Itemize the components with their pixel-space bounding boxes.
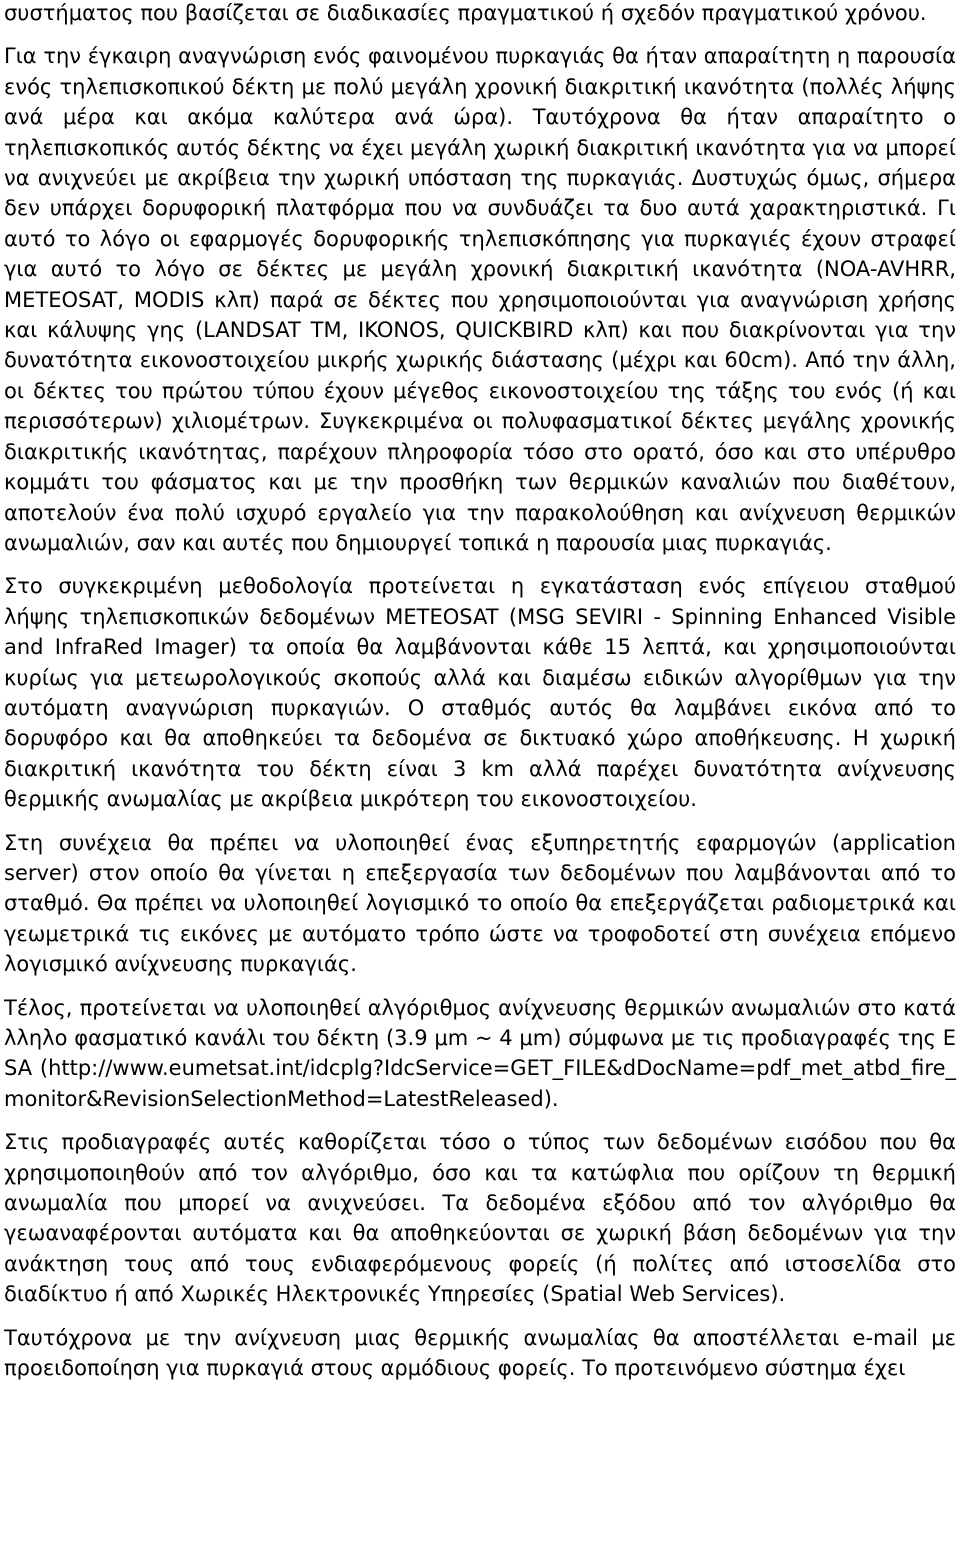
paragraph-email-alert: Ταυτόχρονα με την ανίχνευση μιας θερμικής ανωμαλίας θα αποστέλλεται e-mail με προειδοποίηση για πυρκαγιά στους αρμόδιους φορείς. Το προτεινόμενο σύστημα έχει: [4, 1325, 956, 1381]
paragraph-intro-continuation: συστήματος που βασίζεται σε διαδικασίες πραγματικού ή σχεδόν πραγματικού χρόνου.: [4, 1, 927, 25]
paragraph-application-server: Στη συνέχεια θα πρέπει να υλοποιηθεί ένας εξυπηρετητής εφαρμογών (application server) στον οποίο θα γίνεται η επεξεργασία των δεδομένων που λαμβάνονται από το σταθμό. Θα πρέπει να υλοποιηθεί λογισμικό το οποίο θα επεξεργάζεται ραδιομετρικά και γεωμετρικά τις εικόνες με αυτόματο τρόπο ώστε να τροφοδοτεί στη συνέχεια επόμενο λογισμικό ανίχνευσης πυρκαγιάς.: [4, 830, 956, 977]
paragraph-detection-algorithm: Τέλος, προτείνεται να υλοποιηθεί αλγόριθμος ανίχνευσης θερμικών ανωμαλιών στο κατάλληλο φασματικό κανάλι του δέκτη (3.9 μm ~ 4 μm) σύμφωνα με τις προδιαγραφές της ESA (http://www.eumetsat.int/idcplg?IdcService=GET_FILE&dDocName=pdf_met_atbd_fire_monitor&RevisionSelectionMethod=LatestReleased).: [4, 995, 956, 1111]
document-page: [4, 0, 956, 1383]
paragraph-specifications: Στις προδιαγραφές αυτές καθορίζεται τόσο ο τύπος των δεδομένων εισόδου που θα χρησιμοποιηθούν από τον αλγόριθμο, όσο και τα κατώφλια που ορίζουν τη θερμική ανωμαλία που μπορεί να ανιχνεύσει. Τα δεδομένα εξόδου από τον αλγόριθμο θα γεωαναφέρονται αυτόματα και θα αποθηκεύονται σε χωρική βάση δεδομένων για την ανάκτηση τους από τους ενδιαφερόμενους φορείς (ή πολίτες από ιστοσελίδα στο διαδίκτυο ή από Χωρικές Ηλεκτρονικές Υπηρεσίες (Spatial Web Services).: [4, 1130, 956, 1307]
paragraph-satellite-resolution: Για την έγκαιρη αναγνώριση ενός φαινομένου πυρκαγιάς θα ήταν απαραίτητη η παρουσία ενός τηλεπισκοπικού δέκτη με πολύ μεγάλη χρονική διακριτική ικανότητα (πολλές λήψης ανά μέρα και ακόμα καλύτερα ανά ώρα). Ταυτόχρονα θα ήταν απαραίτητο ο τηλεπισκοπικός αυτός δέκτης να έχει μεγάλη χωρική διακριτική ικανότητα για να μπορεί να ανιχνεύει με ακρίβεια την χωρική υπόσταση της πυρκαγιάς. Δυστυχώς όμως, σήμερα δεν υπάρχει δορυφορική πλατφόρμα που να συνδυάζει τα δυο αυτά χαρακτηριστικά. Γι αυτό το λόγο οι εφαρμογές δορυφορικής τηλεπισκόπησης για πυρκαγιές έχουν στραφεί για αυτό το λόγο σε δέκτες με μεγάλη χρονική διακριτική ικανότητα (NOA-AVHRR, METEOSAT, MODIS κλπ) παρά σε δέκτες που χρησιμοποιούνται για αναγνώριση χρήσης και κάλυψης γης (LANDSAT TM, IKONOS, QUICKBIRD κλπ) και που διακρίνονται για την δυνατότητα εικονοστοιχείου μικρής χωρικής διάστασης (μέχρι και 60cm). Από την άλλη, οι δέκτες του πρώτου τύπου έχουν μέγεθος εικονοστοιχείου της τάξης του ενός (ή και περισσότερων) χιλιομέτρων. Συγκεκριμένα οι πολυφασματικοί δέκτες μεγάλης χρονικής διακριτικής ικανότητας, παρέχουν πληροφορία τόσο στο ορατό, όσο και στο υπέρυθρο κομμάτι του φάσματος και με την προσθήκη των θερμικών καναλιών που διαθέτουν, αποτελούν ένα πολύ ισχυρό εργαλείο για την παρακολούθηση και ανίχνευση θερμικών ανωμαλιών, σαν και αυτές που δημιουργεί τοπικά η παρουσία μιας πυρκαγιάς.: [4, 44, 956, 555]
paragraph-meteosat-station: Στο συγκεκριμένη μεθοδολογία προτείνεται η εγκατάσταση ενός επίγειου σταθμού λήψης τηλεπισκοπικών δεδομένων METEOSAT (MSG SEVIRI - Spinning Enhanced Visible and InfraRed Imager) τα οποία θα λαμβάνονται κάθε 15 λεπτά, και χρησιμοποιούνται κυρίως για μετεωρολογικούς σκοπούς αλλά και διαμέσω ειδικών αλγορίθμων για την αυτόματη αναγνώριση πυρκαγιών. Ο σταθμός αυτός θα λαμβάνει εικόνα από το δορυφόρο και θα αποθηκεύει τα δεδομένα σε δικτυακό χώρο αποθήκευσης. Η χωρική διακριτική ικανότητα του δέκτη είναι 3 km αλλά παρέχει δυνατότητα ανίχνευσης θερμικής ανωμαλίας με ακρίβεια μικρότερη του εικονοστοιχείου.: [4, 574, 956, 812]
